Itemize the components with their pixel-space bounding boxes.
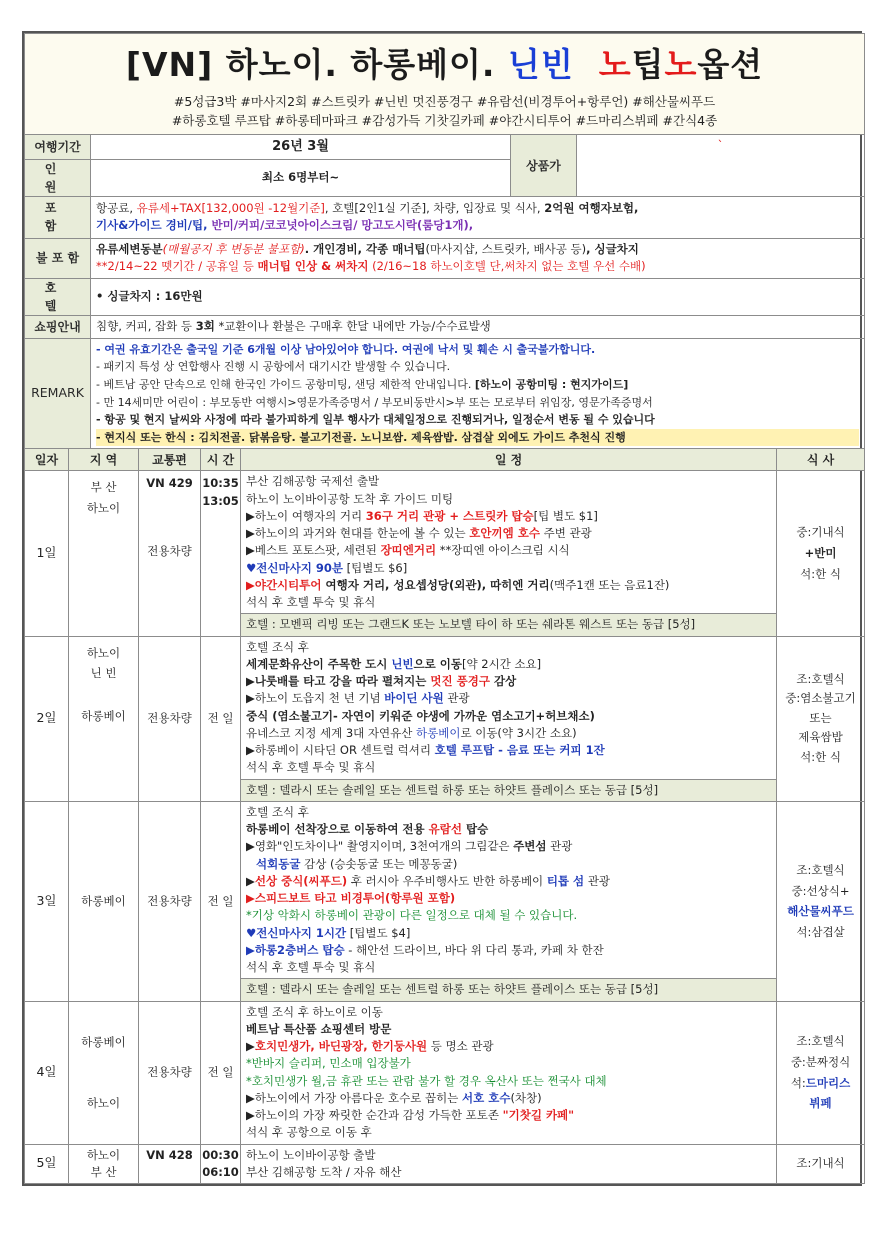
hashtags-line-1: #5성급3박 #마사지2회 #스트릿카 #닌빈 멋진풍경구 #유람선(비경투어+항루언) #해산물씨푸드 — [173, 93, 716, 109]
day-meal: 조:기내식 — [777, 1144, 865, 1184]
remark-item: - 여권 유효기간은 출국일 기준 6개월 이상 남아있어야 합니다. 여권에 낙서 및 훼손 시 출국불가합니다. — [96, 342, 596, 356]
day-hotel: 호텔 : 모벤픽 리빙 또는 그랜드K 또는 노보텔 타이 하 또는 쉐라톤 웨스트 또는 동급 [5성] — [241, 614, 777, 636]
day-row — [25, 801, 865, 979]
hashtags — [29, 92, 860, 131]
remark-item: - 만 14세미만 어린이 : 부모동반 여행시>영문가족증명서 / 부모비동반시>부 또는 모로부터 위임장, 영문가족증명서 — [96, 395, 653, 409]
day-itinerary: 호텔 조식 후 하노이로 이동 베트남 특산품 쇼핑센터 방문 ▶호치민생가, 바딘광장, 한기둥사원 등 명소 관광 *반바지 슬리퍼, 민소매 입장불가 *호치민생가 월,금 휴관 또는 관람 불가 할 경우 옥산사 또는 쩐국사 대체 ▶하노이에서 가장 아름다운 호수로 꼽히는 서호 호수(차창) ▶하노이의 가장 짜릿한 순간과 감성 가득한 포토존 "기찻길 카페" 석식 후 공항으로 이동 후 — [241, 1001, 777, 1144]
include-value: 항공료, 유류세+TAX[132,000원 -12월기준], 호텔[2인1실 기준], 차량, 입장료 및 식사, 2억원 여행자보험, 기사&가이드 경비/팁, 반미/커피/코코넛아이스크림/ 망고도시락(룸당1개), — [91, 196, 865, 238]
remark-item: - 패키지 특성 상 연합행사 진행 시 공항에서 대기시간 발생할 수 있습니다. — [96, 360, 451, 374]
day-place: 하노이 부 산 — [69, 1144, 139, 1184]
day-meal: 중:기내식 +반미 석:한 식 — [777, 471, 865, 636]
price-label: 상품가 — [511, 135, 577, 197]
day-row — [25, 636, 865, 779]
day-number: 5일 — [25, 1144, 69, 1184]
day-row — [25, 1144, 865, 1184]
day-meal: 조:호텔식 중:선상식+ 해산물씨푸드 석:삼겹살 — [777, 801, 865, 1001]
day-meal: 조:호텔식 중:분짜정식 석:드마리스 뷔페 — [777, 1001, 865, 1144]
exclude-value: 유류세변동분(매월공지 후 변동분 불포함). 개인경비, 각종 매너팁(마사지샵, 스트릿카, 배사공 등), 싱글차지 **2/14~22 뗏기간 / 공휴일 등 매너팁 인상 & 써차지 (2/16~18 하노이호텔 단,써차지 없는 호텔 우선 수배) — [91, 238, 865, 278]
col-meal: 식 사 — [777, 449, 865, 471]
day-transport: VN 429 전용차량 — [139, 471, 201, 636]
hashtags-line-2: #하롱호텔 루프탑 #하롱테마파크 #감성가득 기찻길카페 #야간시티투어 #드마리스뷔페 #간식4종 — [171, 112, 718, 128]
itinerary-table — [24, 33, 865, 1184]
day-itinerary: 하노이 노이바이공항 출발 부산 김해공항 도착 / 자유 해산 — [241, 1144, 777, 1184]
shopping-value: 침향, 커피, 잡화 등 3회 *교환이나 환불은 구매후 한달 내에만 가능/수수료발생 — [91, 315, 865, 338]
day-row — [25, 1001, 865, 1144]
day-time: 00:30 06:10 — [201, 1144, 241, 1184]
remark-list — [91, 338, 865, 449]
day-transport: 전용차량 — [139, 801, 201, 1001]
remark-item: - 항공 및 현지 날씨와 사정에 따라 불가피하게 일부 행사가 대체일정으로 진행되거나, 일정순서 변동 될 수 있습니다 — [96, 413, 655, 427]
col-time: 시 간 — [201, 449, 241, 471]
remark-item: - 현지식 또는 한식 : 김치전골. 닭볶음탕. 불고기전골. 노니보쌈. 제육쌈밥. 삼겹살 외에도 가이드 추천식 진행 — [96, 429, 859, 447]
remark-item: - 베트남 공안 단속으로 인해 한국인 가이드 공항미팅, 샌딩 제한적 안내입니다. [하노이 공항미팅 : 현지가이드] — [96, 377, 629, 391]
day-itinerary: 부산 김해공항 국제선 출발 하노이 노이바이공항 도착 후 가이드 미팅 ▶하노이 여행자의 거리 36구 거리 관광 + 스트릿카 탑승[팁 별도 $1] ▶하노이의 과거와 현대를 한눈에 볼 수 있는 호안끼엠 호수 주변 관광 ▶베스트 포토스팟, 세련된 장띠엔거리 **장띠엔 아이스크림 시식 ♥전신마사지 90분 [팁별도 $6] ▶야간시티투어 여행자 거리, 성요셉성당(외관), 따히엔 거리(맥주1캔 또는 음료1잔) 석식 후 호텔 투숙 및 휴식 — [241, 471, 777, 614]
hotel-value: • 싱글차지 : 16만원 — [91, 278, 865, 315]
day-time: 10:35 13:05 — [201, 471, 241, 636]
day-number: 4일 — [25, 1001, 69, 1144]
day-place: 부 산 하노이 — [69, 471, 139, 636]
day-itinerary: 호텔 조식 후 하롱베이 선착장으로 이동하여 전용 유람선 탑승 ▶영화"인도차이나" 촬영지이며, 3천여개의 그림같은 주변섬 관광 석회동굴 감상 (승솟동굴 또는 메꽁동굴) ▶선상 중식(씨푸드) 후 러시아 우주비행사도 반한 하롱베이 티톱 섬 관광 ▶스피드보트 타고 비경투어(항루원 포함) *기상 악화시 하롱베이 관광이 다른 일정으로 대체 될 수 있습니다. ♥전신마사지 1시간 [팁별도 $4] ▶하롱2층버스 탑승 - 해안선 드라이브, 바다 위 다리 통과, 카페 차 한잔 석식 후 호텔 투숙 및 휴식 — [241, 801, 777, 979]
day-row — [25, 471, 865, 614]
title-block — [25, 34, 865, 135]
day-number: 1일 — [25, 471, 69, 636]
hotel-label: 호 텔 — [25, 278, 91, 315]
day-transport: 전용차량 — [139, 636, 201, 801]
day-meal: 조:호텔식 중:염소불고기 또는 제육쌈밥 석:한 식 — [777, 636, 865, 801]
day-place: 하롱베이 — [69, 801, 139, 1001]
day-time: 전 일 — [201, 801, 241, 1001]
col-place: 지 역 — [69, 449, 139, 471]
day-number: 3일 — [25, 801, 69, 1001]
day-transport: 전용차량 — [139, 1001, 201, 1144]
day-hotel: 호텔 : 델라시 또는 솔레일 또는 센트럴 하롱 또는 하얏트 플레이스 또는 동급 [5성] — [241, 779, 777, 801]
day-number: 2일 — [25, 636, 69, 801]
day-time: 전 일 — [201, 1001, 241, 1144]
price-value: ` — [577, 135, 865, 197]
period-value: 26년 3월 — [91, 135, 511, 160]
people-value: 최소 6명부터~ — [91, 159, 511, 196]
col-itinerary: 일 정 — [241, 449, 777, 471]
include-label: 포 함 — [25, 196, 91, 238]
page-title: [VN] 하노이. 하롱베이. 닌빈 노팁노옵션 — [125, 45, 764, 84]
day-time: 전 일 — [201, 636, 241, 801]
col-transport: 교통편 — [139, 449, 201, 471]
period-label: 여행기간 — [25, 135, 91, 160]
day-itinerary: 호텔 조식 후 세계문화유산이 주목한 도시 닌빈으로 이동[약 2시간 소요] ▶나룻배를 타고 강을 따라 펼쳐지는 멋진 풍경구 감상 ▶하노이 도읍지 천 년 기념 바이딘 사원 관광 중식 (염소불고기- 자연이 키워준 야생에 가까운 염소고기+허브채소) 유네스코 지정 세계 3대 자연유산 하롱베이로 이동(약 3시간 소요) ▶하롱베이 시타딘 OR 센트럴 럭셔리 호텔 루프탑 - 음료 또는 커피 1잔 석식 후 호텔 투숙 및 휴식 — [241, 636, 777, 779]
day-place: 하롱베이 하노이 — [69, 1001, 139, 1144]
itinerary-sheet — [22, 31, 862, 1186]
people-label: 인 원 — [25, 159, 91, 196]
remark-label: REMARK — [25, 338, 91, 449]
shopping-label: 쇼핑안내 — [25, 315, 91, 338]
day-hotel: 호텔 : 델라시 또는 솔레일 또는 센트럴 하롱 또는 하얏트 플레이스 또는 동급 [5성] — [241, 979, 777, 1001]
day-transport: VN 428 — [139, 1144, 201, 1184]
col-day: 일자 — [25, 449, 69, 471]
day-place: 하노이 닌 빈 하롱베이 — [69, 636, 139, 801]
exclude-label: 불 포 함 — [25, 238, 91, 278]
